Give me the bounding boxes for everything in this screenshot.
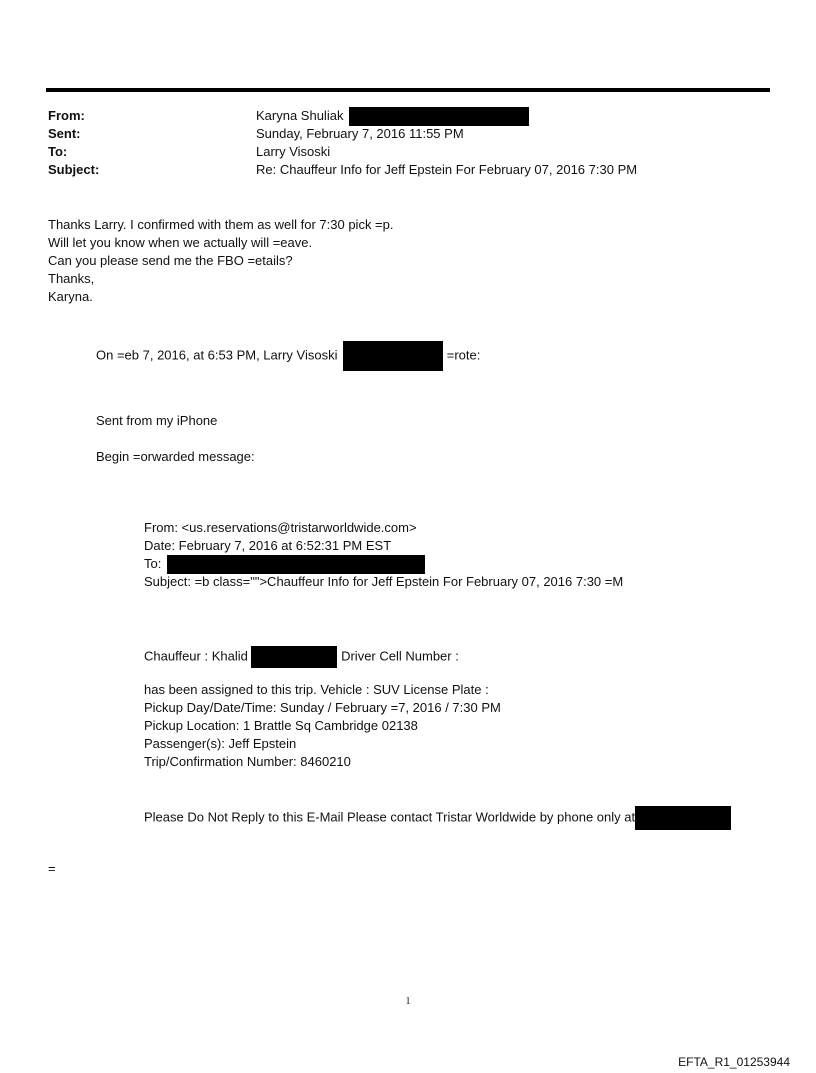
reply-line: Will let you know when we actually will =eave. [48,235,313,250]
detail-line: Pickup Location: 1 Brattle Sq Cambridge 02138 [144,718,418,733]
trailing-mark: = [48,861,56,876]
sent-label: Sent: [48,126,81,141]
redaction-box [349,107,529,126]
from-row [48,107,768,125]
reply-line: Thanks, [48,271,95,286]
fwd-to-label: To: [144,556,162,571]
subject-label: Subject: [48,162,100,177]
notice-text: Please Do Not Reply to this E-Mail Please contact Tristar Worldwide by phone only at [144,809,636,825]
quote-intro-tail: =rote: [446,347,481,363]
header-rule [46,88,770,92]
redaction-box [343,341,443,371]
fwd-to-line [144,555,425,573]
from-value [256,107,529,126]
redaction-box [635,806,731,830]
quote-intro-text: On =eb 7, 2016, at 6:53 PM, Larry Visoski [96,347,338,363]
detail-line: has been assigned to this trip. Vehicle : SUV License Plate : [144,682,489,697]
notice-line [144,806,731,824]
page-number: 1 [405,996,411,1007]
to-label: To: [48,144,68,159]
redaction-box [251,646,337,668]
subject-row [48,161,768,179]
from-name: Karyna Shuliak [256,108,344,123]
detail-line: Passenger(s): Jeff Epstein [144,736,297,751]
reply-body [48,216,393,306]
from-label: From: [48,108,85,123]
fwd-date-line: Date: February 7, 2016 at 6:52:31 PM EST [144,538,392,553]
redaction-box [167,555,425,574]
reply-line: Karyna. [48,289,93,304]
subject-value: Re: Chauffeur Info for Jeff Epstein For February 07, 2016 7:30 PM [256,162,638,177]
sent-value: Sunday, February 7, 2016 11:55 PM [256,126,464,141]
reply-line: Thanks Larry. I confirmed with them as well for 7:30 pick =p. [48,217,394,232]
chauffeur-line [144,646,459,664]
detail-line: Trip/Confirmation Number: 8460210 [144,754,351,769]
detail-line: Pickup Day/Date/Time: Sunday / February =7, 2016 / 7:30 PM [144,700,501,715]
quote-intro [96,341,481,363]
to-value: Larry Visoski [256,144,331,159]
reply-line: Can you please send me the FBO =etails? [48,253,293,268]
fwd-from-line: From: <us.reservations@tristarworldwide.com> [144,520,417,535]
begin-forwarded-line: Begin =orwarded message: [96,449,255,464]
to-row [48,143,768,161]
driver-cell-label: Driver Cell Number : [341,648,459,664]
sent-from-line: Sent from my iPhone [96,413,218,428]
bates-number: EFTA_R1_01253944 [678,1055,790,1069]
fwd-subject-line: Subject: =b class="">Chauffeur Info for Jeff Epstein For February 07, 2016 7:30 =M [144,574,624,589]
sent-row [48,125,768,143]
chauffeur-label: Chauffeur : Khalid [144,648,248,664]
